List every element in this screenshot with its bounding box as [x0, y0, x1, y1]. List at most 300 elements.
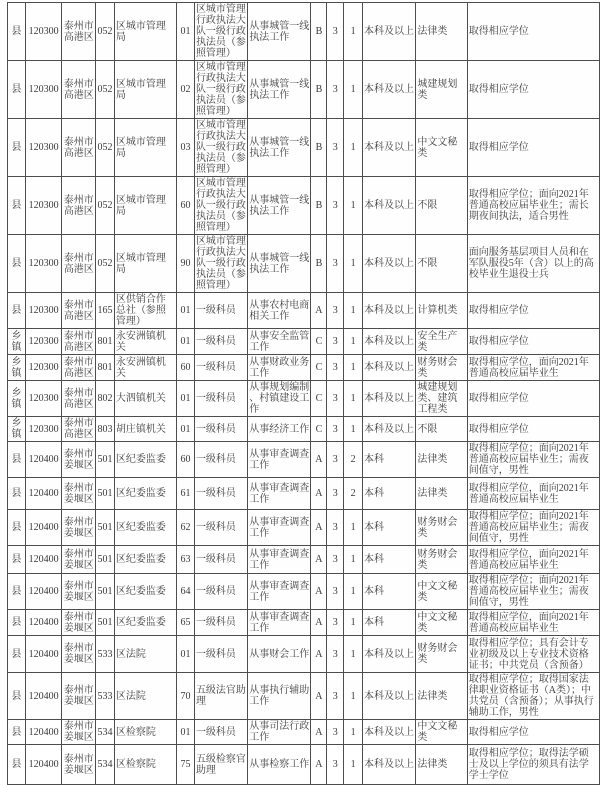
cell-region-name: 泰州市高港区 — [62, 235, 96, 293]
cell-openings-count: 1 — [344, 177, 363, 235]
cell-position-title: 一级科员 — [194, 546, 247, 574]
cell-major-requirement: 不限 — [416, 417, 467, 442]
cell-admin-level: 县 — [8, 3, 26, 61]
cell-department-name: 区城市管理局 — [114, 177, 176, 235]
cell-exam-ratio: 3 — [327, 673, 344, 720]
cell-admin-level: 县 — [8, 745, 26, 785]
cell-education-requirement: 本科 — [363, 442, 416, 478]
cell-position-code: 75 — [177, 745, 195, 785]
cell-education-requirement: 本科及以上 — [363, 293, 416, 329]
cell-exam-category: A — [311, 442, 327, 478]
cell-duty-description: 从事司法行政工作 — [249, 721, 310, 743]
cell-duty-description: 从事审查调查工作 — [248, 574, 311, 610]
cell-exam-ratio: 3 — [327, 478, 344, 510]
cell-major-requirement: 计算机类 — [416, 293, 467, 329]
cell-major-requirement: 不限 — [416, 235, 467, 293]
cell-admin-level: 乡镇 — [8, 381, 26, 417]
cell-exam-category: A — [311, 636, 327, 673]
cell-exam-ratio: 3 — [327, 510, 344, 546]
cell-duty-description: 从事检察工作 — [248, 745, 311, 785]
cell-position-code: 63 — [177, 546, 195, 574]
cell-position-title: 五级法官助理 — [194, 673, 247, 720]
cell-exam-category: C — [311, 381, 327, 417]
cell-major-requirement: 中文文秘类 — [416, 119, 467, 177]
cell-admin-level: 县 — [8, 574, 26, 610]
cell-education-requirement: 本科 — [363, 510, 416, 546]
cell-remarks: 取得相应学位 — [467, 417, 599, 442]
cell-position-code: 01 — [177, 293, 195, 329]
cell-exam-category: A — [311, 546, 327, 574]
cell-remarks: 取得相应学位；面向2021年普通高校应届毕业生；需夜间值守，男性 — [467, 442, 599, 478]
cell-exam-category: C — [311, 355, 327, 381]
cell-department-code: 533 — [96, 673, 115, 720]
cell-department-code: 052 — [96, 3, 115, 61]
cell-duty-description: 从事审查调查工作 — [248, 442, 311, 478]
cell-exam-category: A — [311, 293, 327, 329]
cell-position-title: 五级检察官助理 — [194, 745, 247, 785]
cell-department-code: 501 — [96, 478, 115, 510]
cell-admin-level: 乡镇 — [8, 355, 26, 381]
cell-exam-category: A — [311, 745, 327, 785]
cell-region-name: 泰州市高港区 — [63, 356, 94, 379]
cell-admin-level: 县 — [8, 442, 26, 478]
cell-admin-level: 县 — [8, 546, 26, 574]
cell-position-code: 61 — [177, 478, 195, 510]
cell-remarks: 取得相应学位 — [467, 329, 599, 355]
cell-openings-count: 1 — [344, 745, 363, 785]
cell-department-code: 501 — [96, 610, 115, 636]
cell-department-name: 区法院 — [114, 636, 176, 673]
cell-region-code: 120300 — [25, 355, 62, 381]
cell-admin-level: 县 — [8, 478, 26, 510]
cell-position-title: 区城市管理行政执法大队一级行政执法员（参照管理） — [195, 120, 246, 175]
cell-region-name: 泰州市高港区 — [62, 381, 96, 417]
table-row — [8, 235, 600, 293]
cell-exam-category: B — [311, 235, 327, 293]
cell-position-code: 01 — [177, 329, 195, 355]
cell-position-code: 60 — [177, 355, 195, 381]
cell-major-requirement: 城建规划类、建筑工程类 — [416, 381, 467, 417]
cell-education-requirement: 本科及以上 — [363, 235, 416, 293]
cell-department-name: 区法院 — [114, 673, 176, 720]
cell-position-code: 01 — [177, 417, 195, 442]
cell-region-code: 120400 — [25, 510, 62, 546]
cell-position-code: 01 — [177, 720, 195, 745]
cell-exam-category: A — [311, 720, 327, 745]
cell-exam-ratio: 3 — [327, 745, 344, 785]
cell-exam-category: B — [311, 119, 327, 177]
cell-exam-ratio: 3 — [327, 417, 344, 442]
cell-openings-count: 1 — [344, 3, 363, 61]
cell-region-name: 泰州市高港区 — [63, 418, 94, 440]
cell-education-requirement: 本科及以上 — [363, 3, 416, 61]
cell-admin-level: 县 — [8, 720, 26, 745]
cell-remarks: 取得相应学位；面向2021年普通高校应届毕业生；需长期夜间执法，适合男性 — [467, 177, 599, 235]
cell-openings-count: 1 — [344, 510, 363, 546]
cell-exam-category: A — [311, 673, 327, 720]
cell-region-code: 120300 — [25, 61, 62, 119]
cell-region-name: 泰州市姜堰区 — [62, 442, 96, 478]
cell-major-requirement: 法律类 — [416, 745, 467, 785]
cell-openings-count: 1 — [344, 61, 363, 119]
cell-remarks: 取得相应学位 — [467, 119, 599, 177]
cell-education-requirement: 本科及以上 — [363, 381, 416, 417]
cell-region-name: 泰州市高港区 — [62, 3, 96, 61]
table-row — [8, 636, 600, 673]
cell-exam-ratio: 3 — [327, 636, 344, 673]
cell-position-title: 一级科员 — [194, 478, 247, 510]
cell-exam-ratio: 3 — [327, 610, 344, 636]
cell-position-code: 01 — [177, 636, 195, 673]
cell-position-title: 一级科员 — [194, 610, 247, 636]
cell-region-name: 泰州市姜堰区 — [62, 745, 96, 785]
cell-remarks: 取得相应学位 — [467, 3, 599, 61]
cell-region-name: 泰州市姜堰区 — [62, 636, 96, 673]
cell-openings-count: 2 — [344, 442, 363, 478]
cell-admin-level: 县 — [8, 61, 26, 119]
cell-admin-level: 县 — [8, 177, 26, 235]
table-row — [8, 293, 600, 329]
table-row — [8, 417, 600, 442]
cell-major-requirement: 法律类 — [416, 478, 467, 510]
cell-remarks: 取得相应学位 — [467, 61, 599, 119]
cell-department-name: 永安洲镇机关 — [114, 355, 176, 381]
cell-region-name: 泰州市高港区 — [62, 119, 96, 177]
cell-position-title: 一级科员 — [194, 329, 247, 355]
cell-department-code: 052 — [96, 235, 115, 293]
cell-major-requirement: 财务财会类 — [416, 546, 467, 574]
cell-openings-count: 1 — [344, 673, 363, 720]
cell-exam-category: B — [311, 3, 327, 61]
cell-department-name: 区纪委监委 — [114, 510, 176, 546]
cell-department-code: 501 — [96, 442, 115, 478]
cell-department-name: 区纪委监委 — [114, 442, 176, 478]
cell-department-code: 501 — [96, 546, 115, 574]
cell-position-title: 一级科员 — [194, 355, 247, 381]
recruitment-positions-table — [7, 2, 600, 785]
cell-position-code: 01 — [177, 381, 195, 417]
cell-region-code: 120400 — [25, 610, 62, 636]
cell-exam-category: A — [311, 510, 327, 546]
cell-major-requirement: 财务财会类 — [416, 355, 467, 381]
cell-remarks: 面向服务基层项目人员和在军队服役5年（含）以上的高校毕业生退役士兵 — [467, 235, 599, 293]
cell-openings-count: 1 — [344, 381, 363, 417]
cell-position-title: 一级科员 — [194, 293, 247, 329]
cell-duty-description: 从事审查调查工作 — [248, 510, 311, 546]
cell-remarks: 取得相应学位 — [467, 720, 599, 745]
cell-position-code: 64 — [177, 574, 195, 610]
cell-department-code: 534 — [96, 745, 115, 785]
cell-admin-level: 乡镇 — [8, 329, 26, 355]
cell-admin-level: 乡镇 — [8, 417, 26, 442]
cell-major-requirement: 法律类 — [416, 673, 467, 720]
cell-remarks: 取得相应学位；面向2021年普通高校应届毕业生；需夜间值守，男性 — [467, 574, 599, 610]
cell-education-requirement: 本科 — [363, 546, 416, 574]
cell-duty-description: 从事经济工作 — [248, 417, 311, 442]
table-row — [8, 61, 600, 119]
cell-department-name: 区检察院 — [114, 745, 176, 785]
cell-openings-count: 1 — [344, 546, 363, 574]
cell-exam-category: C — [311, 329, 327, 355]
cell-position-code: 60 — [177, 442, 195, 478]
table-row — [8, 3, 600, 61]
cell-education-requirement: 本科及以上 — [363, 745, 416, 785]
cell-department-name: 区城市管理局 — [114, 235, 176, 293]
cell-region-code: 120300 — [25, 177, 62, 235]
cell-duty-description: 从事财会工作 — [248, 636, 311, 673]
cell-position-title: 区城市管理行政执法大队一级行政执法员（参照管理） — [195, 4, 246, 59]
cell-education-requirement: 本科及以上 — [363, 720, 416, 745]
cell-exam-ratio: 3 — [327, 442, 344, 478]
cell-duty-description: 从事审查调查工作 — [248, 546, 311, 574]
cell-education-requirement: 本科 — [363, 478, 416, 510]
cell-department-name: 区供销合作总社（参照管理） — [114, 293, 176, 329]
cell-region-name: 泰州市姜堰区 — [62, 574, 96, 610]
cell-department-name: 区纪委监委 — [114, 574, 176, 610]
cell-education-requirement: 本科及以上 — [363, 119, 416, 177]
cell-exam-category: C — [311, 417, 327, 442]
cell-department-code: 165 — [96, 293, 115, 329]
cell-openings-count: 1 — [344, 574, 363, 610]
cell-remarks: 取得相应学位，面向2021年普通高校应届毕业生 — [467, 610, 599, 636]
cell-exam-category: A — [311, 610, 327, 636]
cell-region-name: 泰州市姜堰区 — [63, 721, 94, 743]
cell-region-code: 120300 — [25, 119, 62, 177]
table-row — [8, 355, 600, 381]
cell-education-requirement: 本科及以上 — [363, 61, 416, 119]
table-row — [8, 610, 600, 636]
cell-department-code: 052 — [96, 61, 115, 119]
cell-remarks: 取得相应学位；取得国家法律职业资格证书（A类）；中共党员（含预备）；从事执行辅助工作，男性 — [467, 673, 599, 720]
cell-region-code: 120400 — [25, 546, 62, 574]
cell-openings-count: 1 — [344, 329, 363, 355]
cell-region-code: 120400 — [25, 478, 62, 510]
cell-position-code: 90 — [177, 235, 195, 293]
cell-openings-count: 1 — [344, 417, 363, 442]
cell-department-name: 区城市管理局 — [114, 119, 176, 177]
cell-duty-description: 从事城管一线执法工作 — [248, 235, 311, 293]
table-row — [8, 329, 600, 355]
cell-department-code: 801 — [96, 355, 115, 381]
cell-openings-count: 1 — [344, 235, 363, 293]
cell-exam-ratio: 3 — [327, 3, 344, 61]
cell-openings-count: 1 — [344, 720, 363, 745]
cell-region-code: 120400 — [25, 574, 62, 610]
cell-department-code: 803 — [96, 417, 115, 442]
cell-region-name: 泰州市姜堰区 — [62, 478, 96, 510]
cell-major-requirement: 不限 — [416, 177, 467, 235]
table-row — [8, 673, 600, 720]
cell-admin-level: 县 — [8, 610, 26, 636]
cell-exam-ratio: 3 — [327, 177, 344, 235]
cell-department-name: 区检察院 — [114, 720, 176, 745]
cell-position-code: 03 — [177, 119, 195, 177]
cell-admin-level: 县 — [8, 510, 26, 546]
table-row — [8, 510, 600, 546]
table-row — [8, 745, 600, 785]
cell-exam-category: A — [311, 574, 327, 610]
cell-position-code: 65 — [177, 610, 195, 636]
cell-region-code: 120300 — [25, 329, 62, 355]
table-row — [8, 720, 600, 745]
cell-admin-level: 县 — [8, 235, 26, 293]
cell-region-code: 120300 — [25, 293, 62, 329]
cell-exam-ratio: 3 — [327, 329, 344, 355]
cell-department-name: 区纪委监委 — [114, 478, 176, 510]
cell-region-name: 泰州市姜堰区 — [62, 673, 96, 720]
cell-department-name: 区城市管理局 — [114, 61, 176, 119]
cell-duty-description: 从事规划编制、村镇建设工作 — [249, 382, 310, 415]
cell-region-code: 120400 — [25, 720, 62, 745]
cell-remarks: 取得相应学位，面向2021年普通高校应届毕业生 — [467, 546, 599, 574]
cell-department-code: 501 — [96, 574, 115, 610]
cell-department-name: 大泗镇机关 — [114, 381, 176, 417]
cell-remarks: 取得相应学位，面向2021年普通高校应届毕业生 — [467, 478, 599, 510]
table-row — [8, 442, 600, 478]
cell-position-title: 区城市管理行政执法大队一级行政执法员（参照管理） — [195, 236, 246, 291]
cell-exam-category: B — [311, 177, 327, 235]
cell-position-code: 01 — [177, 3, 195, 61]
cell-department-name: 区城市管理局 — [114, 3, 176, 61]
table-row — [8, 546, 600, 574]
cell-position-code: 70 — [177, 673, 195, 720]
cell-exam-ratio: 3 — [327, 119, 344, 177]
cell-region-name: 泰州市姜堰区 — [62, 510, 96, 546]
cell-remarks: 取得相应学位；取得法学硕士及以上学位的须具有法学学士学位 — [467, 745, 599, 785]
cell-remarks: 取得相应学位 — [467, 381, 599, 417]
cell-position-code: 02 — [177, 61, 195, 119]
cell-major-requirement: 财务财会类 — [416, 636, 467, 673]
cell-duty-description: 从事财政业务工作 — [249, 356, 310, 379]
cell-region-code: 120400 — [25, 745, 62, 785]
cell-major-requirement: 中文文秘类 — [416, 610, 467, 636]
cell-exam-ratio: 3 — [327, 235, 344, 293]
cell-region-code: 120300 — [25, 417, 62, 442]
cell-region-code: 120400 — [25, 673, 62, 720]
cell-exam-ratio: 3 — [327, 381, 344, 417]
table-row — [8, 574, 600, 610]
cell-admin-level: 县 — [8, 636, 26, 673]
cell-duty-description: 从事农村电商相关工作 — [248, 293, 311, 329]
cell-major-requirement: 法律类 — [416, 3, 467, 61]
cell-region-code: 120400 — [25, 442, 62, 478]
cell-region-name: 泰州市姜堰区 — [62, 546, 96, 574]
cell-position-title: 区城市管理行政执法大队一级行政执法员（参照管理） — [195, 178, 246, 233]
cell-duty-description: 从事城管一线执法工作 — [248, 3, 311, 61]
cell-position-title: 一级科员 — [194, 720, 247, 745]
cell-admin-level: 县 — [8, 673, 26, 720]
cell-duty-description: 从事审查调查工作 — [248, 478, 311, 510]
cell-department-code: 801 — [96, 329, 115, 355]
cell-position-title: 一级科员 — [194, 442, 247, 478]
cell-department-name: 区纪委监委 — [114, 546, 176, 574]
cell-department-name: 胡庄镇机关 — [114, 417, 176, 442]
cell-education-requirement: 本科及以上 — [363, 417, 416, 442]
table-row — [8, 478, 600, 510]
cell-education-requirement: 本科及以上 — [363, 355, 416, 381]
cell-major-requirement: 中文文秘类 — [416, 574, 467, 610]
cell-education-requirement: 本科及以上 — [363, 673, 416, 720]
cell-admin-level: 县 — [8, 119, 26, 177]
cell-region-name: 泰州市高港区 — [62, 293, 96, 329]
cell-duty-description: 从事执行辅助工作 — [248, 673, 311, 720]
cell-duty-description: 从事审查调查工作 — [249, 611, 310, 634]
cell-department-name: 永安洲镇机关 — [114, 329, 176, 355]
cell-department-code: 802 — [96, 381, 115, 417]
cell-position-title: 一级科员 — [194, 636, 247, 673]
cell-exam-category: A — [311, 478, 327, 510]
cell-exam-ratio: 3 — [327, 61, 344, 119]
cell-major-requirement: 法律类 — [416, 442, 467, 478]
cell-region-name: 泰州市姜堰区 — [63, 611, 94, 634]
cell-department-code: 533 — [96, 636, 115, 673]
cell-position-title: 一级科员 — [194, 381, 247, 417]
cell-exam-category: B — [311, 61, 327, 119]
cell-position-title: 一级科员 — [194, 510, 247, 546]
cell-education-requirement: 本科及以上 — [363, 636, 416, 673]
cell-position-title: 一级科员 — [194, 417, 247, 442]
cell-region-code: 120300 — [25, 3, 62, 61]
cell-position-title: 区城市管理行政执法大队一级行政执法员（参照管理） — [195, 62, 246, 117]
cell-region-name: 泰州市高港区 — [63, 330, 94, 353]
cell-department-code: 052 — [96, 177, 115, 235]
cell-major-requirement: 安全生产类 — [416, 329, 467, 355]
cell-exam-ratio: 3 — [327, 355, 344, 381]
cell-major-requirement: 中文文秘类 — [416, 720, 467, 745]
cell-remarks: 取得相应学位，面向2021年普通高校应届毕业生 — [467, 355, 599, 381]
cell-openings-count: 2 — [344, 478, 363, 510]
cell-duty-description: 从事城管一线执法工作 — [248, 119, 311, 177]
cell-major-requirement: 城建规划类 — [416, 61, 467, 119]
cell-department-name: 区纪委监委 — [114, 610, 176, 636]
cell-position-code: 60 — [177, 177, 195, 235]
cell-openings-count: 1 — [344, 119, 363, 177]
cell-exam-ratio: 3 — [327, 720, 344, 745]
table-row — [8, 177, 600, 235]
cell-remarks: 取得相应学位；具有会计专业初级及以上专业技术资格证书；中共党员（含预备） — [467, 636, 599, 673]
cell-position-title: 一级科员 — [194, 574, 247, 610]
cell-education-requirement: 本科 — [363, 610, 416, 636]
cell-education-requirement: 本科及以上 — [363, 177, 416, 235]
cell-openings-count: 1 — [344, 636, 363, 673]
cell-education-requirement: 本科及以上 — [363, 329, 416, 355]
cell-openings-count: 1 — [344, 293, 363, 329]
table-row — [8, 119, 600, 177]
cell-exam-ratio: 3 — [327, 293, 344, 329]
cell-openings-count: 1 — [344, 610, 363, 636]
cell-duty-description: 从事安全监管工作 — [249, 330, 310, 353]
cell-education-requirement: 本科 — [363, 574, 416, 610]
cell-exam-ratio: 3 — [327, 546, 344, 574]
cell-region-name: 泰州市高港区 — [62, 61, 96, 119]
cell-region-name: 泰州市高港区 — [62, 177, 96, 235]
cell-major-requirement: 财务财会类 — [416, 510, 467, 546]
cell-admin-level: 县 — [8, 293, 26, 329]
cell-remarks: 取得相应学位 — [467, 293, 599, 329]
cell-department-code: 501 — [96, 510, 115, 546]
table-row — [8, 381, 600, 417]
cell-remarks: 取得相应学位；面向2021年普通高校应届毕业生；需夜间值守，男性 — [467, 510, 599, 546]
cell-region-code: 120400 — [25, 636, 62, 673]
cell-duty-description: 从事城管一线执法工作 — [248, 177, 311, 235]
cell-exam-ratio: 3 — [327, 574, 344, 610]
cell-openings-count: 1 — [344, 355, 363, 381]
cell-department-code: 052 — [96, 119, 115, 177]
cell-duty-description: 从事城管一线执法工作 — [248, 61, 311, 119]
cell-department-code: 534 — [96, 720, 115, 745]
cell-region-code: 120300 — [25, 235, 62, 293]
cell-position-code: 62 — [177, 510, 195, 546]
